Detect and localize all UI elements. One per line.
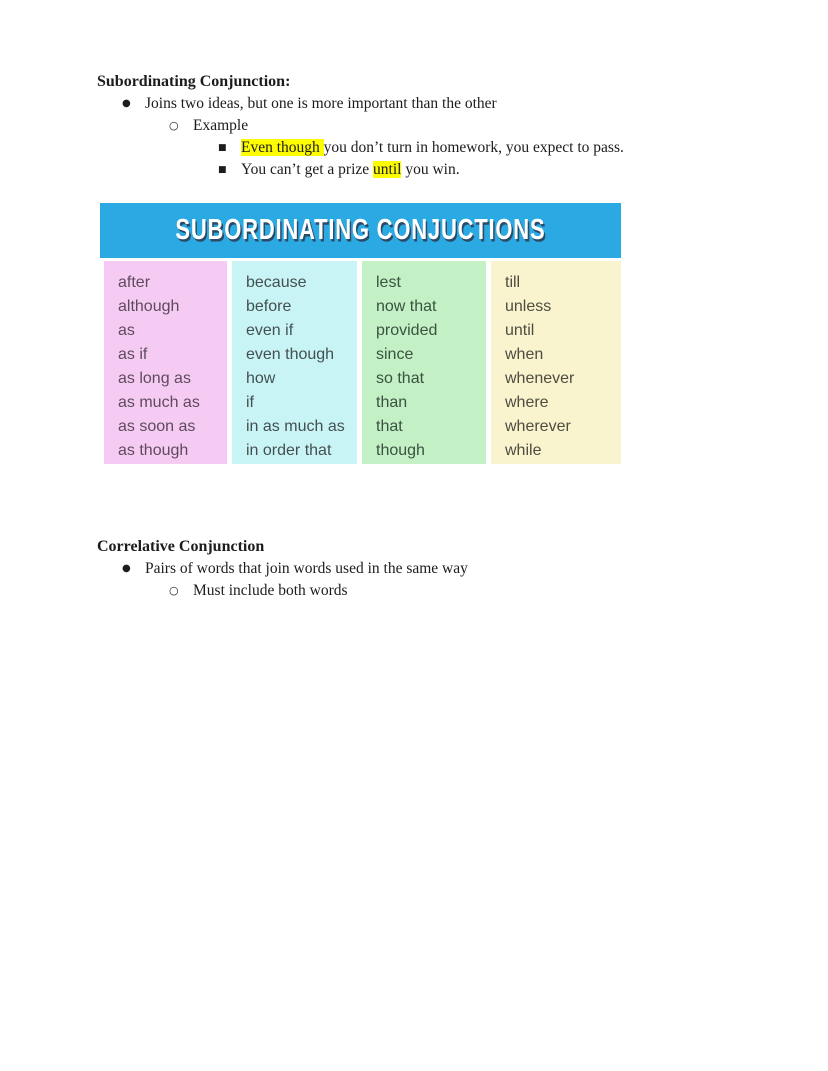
list-item-text: Pairs of words that join words used in the same way [145,560,468,577]
subordinating-heading: Subordinating Conjunction: [97,73,291,90]
list-item [0,558,828,580]
conjunction-word: as long as [118,370,191,387]
list-item [0,93,828,115]
conjunction-column [232,261,357,464]
infographic-header [100,203,621,258]
conjunction-columns [100,258,621,464]
list-item-text: Example [193,117,249,134]
conjunction-word: though [376,442,425,459]
list-item [0,580,828,602]
conjunction-word: even if [246,322,294,339]
conjunction-word: because [246,274,307,291]
conjunction-word: although [118,298,180,315]
infographic-title: SUBORDINATING CONJUCTIONS [175,214,546,246]
conjunction-word: till [505,274,521,291]
filled-bullet-icon: ● [122,98,131,109]
conjunction-word: as soon as [118,418,196,435]
conjunction-word: how [246,370,276,387]
conjunction-column [104,261,227,464]
list-item [0,159,828,181]
square-bullet-icon: ■ [218,143,227,153]
list-item-text: you win. [401,161,460,178]
list-item-text: Joins two ideas, but one is more important than the other [145,95,497,112]
conjunction-word: even though [246,346,335,363]
conjunction-word: since [376,346,414,363]
conjunctions-infographic [100,203,621,464]
list-item [0,115,828,137]
list-item-text: Must include both words [193,582,348,599]
list-item-text: You can’t get a prize [241,161,374,178]
square-bullet-icon: ■ [218,165,227,175]
hollow-bullet-icon: ○ [169,584,179,597]
list-item-text: you don’t turn in homework, you expect to pass. [323,139,624,156]
conjunction-word: where [505,394,549,411]
conjunction-word: as much as [118,394,200,411]
conjunction-word: lest [376,274,401,291]
conjunction-word: that [376,418,403,435]
conjunction-word: whenever [505,370,575,387]
conjunction-word: now that [376,298,437,315]
conjunction-column [491,261,621,464]
conjunction-word: in order that [246,442,332,459]
conjunction-word: while [505,442,542,459]
conjunction-word: wherever [505,418,571,435]
filled-bullet-icon: ● [122,563,131,574]
conjunction-word: before [246,298,292,315]
conjunction-word: as [118,322,135,339]
conjunction-word: than [376,394,408,411]
conjunction-word: when [505,346,544,363]
highlight-text: until [373,161,402,178]
conjunction-word: if [246,394,254,411]
hollow-bullet-icon: ○ [169,119,179,132]
conjunction-word: after [118,274,151,291]
conjunction-word: unless [505,298,552,315]
conjunction-word: so that [376,370,425,387]
conjunction-word: as if [118,346,148,363]
highlight-text: Even though [241,139,324,156]
conjunction-word: as though [118,442,189,459]
conjunction-word: in as much as [246,418,345,435]
conjunction-word: provided [376,322,438,339]
conjunction-column [362,261,486,464]
conjunction-word: until [505,322,535,339]
list-item [0,137,828,159]
correlative-heading: Correlative Conjunction [97,538,265,555]
